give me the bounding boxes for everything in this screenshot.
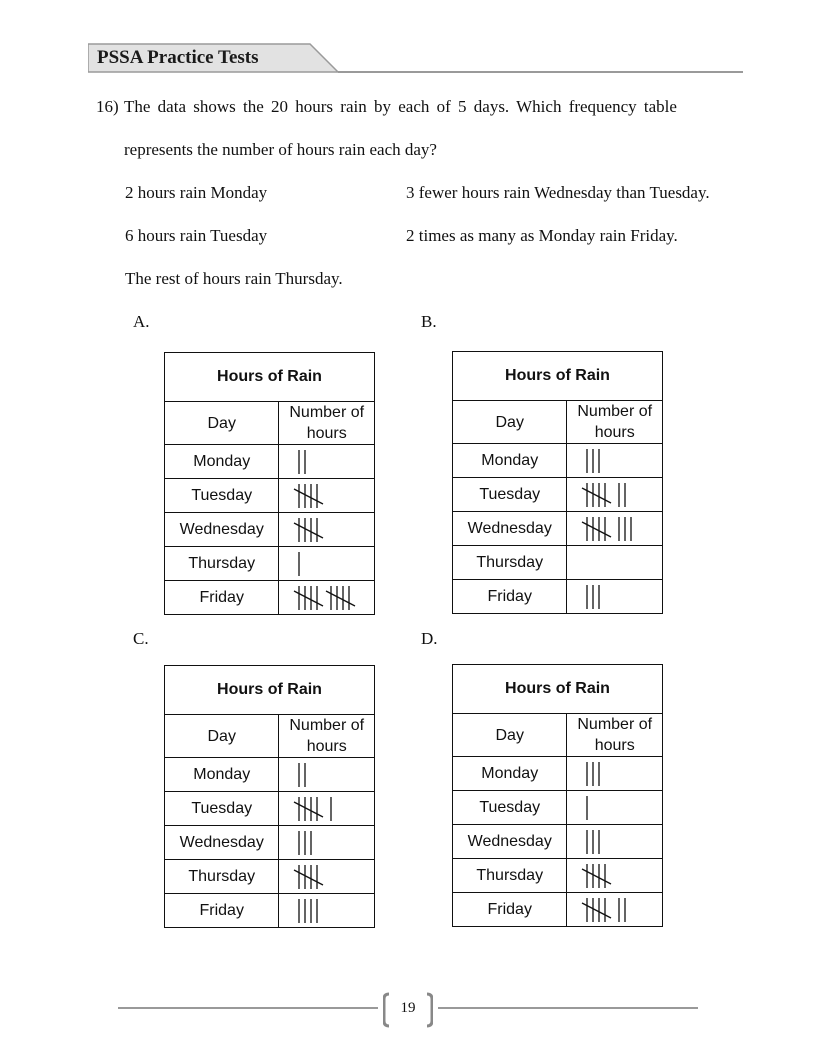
tally-cross-stroke xyxy=(582,903,611,918)
tally-cell xyxy=(279,826,375,860)
table-row xyxy=(165,581,375,615)
table-row xyxy=(165,758,375,792)
page-number xyxy=(383,992,433,1028)
fact-wednesday: 3 fewer hours rain Wednesday than Tuesday. xyxy=(406,183,710,202)
fact-tuesday: 6 hours rain Tuesday xyxy=(125,226,268,245)
tally-cell xyxy=(567,893,663,927)
option-d-label[interactable]: D. xyxy=(421,629,438,648)
table-title: Hours of Rain xyxy=(453,665,663,714)
fact-monday: 2 hours rain Monday xyxy=(125,183,268,202)
table-row xyxy=(453,580,663,614)
tally-cell xyxy=(279,860,375,894)
day-cell: Thursday xyxy=(165,860,279,894)
table-row xyxy=(165,860,375,894)
table-row xyxy=(165,826,375,860)
tally-marks xyxy=(279,758,375,792)
day-cell: Tuesday xyxy=(165,792,279,826)
tally-cell xyxy=(567,825,663,859)
tally-marks xyxy=(279,445,375,479)
tally-marks xyxy=(567,893,663,927)
frequency-table-d[interactable] xyxy=(452,664,663,927)
col-header-day: Day xyxy=(165,715,279,758)
table-row xyxy=(453,478,663,512)
table-row xyxy=(453,791,663,825)
tally-marks xyxy=(279,479,375,513)
table-row xyxy=(165,547,375,581)
tally-marks xyxy=(567,478,663,512)
tally-marks xyxy=(567,580,663,614)
table-title: Hours of Rain xyxy=(165,353,375,402)
tally-marks xyxy=(279,826,375,860)
tally-cell xyxy=(279,547,375,581)
table-row xyxy=(165,445,375,479)
fact-thursday: The rest of hours rain Thursday. xyxy=(125,269,343,288)
tally-cell xyxy=(279,758,375,792)
day-cell: Tuesday xyxy=(165,479,279,513)
day-cell: Monday xyxy=(453,444,567,478)
tally-cell xyxy=(279,792,375,826)
day-cell: Friday xyxy=(453,893,567,927)
col-header-number: Number of hours xyxy=(279,402,375,445)
page-number-text: 19 xyxy=(400,1000,416,1016)
col-header-number: Number of hours xyxy=(567,714,663,757)
frequency-table-c[interactable] xyxy=(164,665,375,928)
table-row xyxy=(165,479,375,513)
table-row xyxy=(453,859,663,893)
tally-cell xyxy=(567,444,663,478)
tally-marks xyxy=(567,791,663,825)
col-header-number: Number of hours xyxy=(279,715,375,758)
question-text-line2: represents the number of hours rain each day? xyxy=(124,140,437,159)
tally-marks xyxy=(567,859,663,893)
table-title: Hours of Rain xyxy=(165,666,375,715)
tally-cell xyxy=(567,478,663,512)
col-header-day: Day xyxy=(165,402,279,445)
tally-marks xyxy=(279,547,375,581)
tally-cell xyxy=(279,513,375,547)
tally-cross-stroke xyxy=(582,488,611,503)
tally-marks xyxy=(279,792,375,826)
footer-rule-left xyxy=(118,1007,378,1009)
day-cell: Friday xyxy=(165,894,279,928)
day-cell: Thursday xyxy=(165,547,279,581)
tally-cross-stroke xyxy=(582,522,611,537)
tally-cell xyxy=(279,894,375,928)
day-cell: Friday xyxy=(453,580,567,614)
tally-marks xyxy=(567,546,663,580)
tally-marks xyxy=(567,757,663,791)
col-header-number: Number of hours xyxy=(567,401,663,444)
day-cell: Monday xyxy=(165,445,279,479)
tally-marks xyxy=(279,894,375,928)
day-cell: Monday xyxy=(453,757,567,791)
tally-marks xyxy=(279,860,375,894)
day-cell: Tuesday xyxy=(453,791,567,825)
tally-marks xyxy=(279,513,375,547)
day-cell: Wednesday xyxy=(453,825,567,859)
tally-cell xyxy=(567,580,663,614)
tally-cell xyxy=(567,859,663,893)
day-cell: Wednesday xyxy=(453,512,567,546)
question-text-line1: The data shows the 20 hours rain by each of 5 days. Which frequency table xyxy=(124,97,677,116)
table-row xyxy=(165,894,375,928)
col-header-day: Day xyxy=(453,401,567,444)
option-a-label[interactable]: A. xyxy=(133,312,150,331)
day-cell: Wednesday xyxy=(165,513,279,547)
question-number: 16) xyxy=(96,97,119,116)
day-cell: Monday xyxy=(165,758,279,792)
footer-rule-right xyxy=(438,1007,698,1009)
fact-friday: 2 times as many as Monday rain Friday. xyxy=(406,226,678,245)
table-row xyxy=(453,546,663,580)
tally-cell xyxy=(567,757,663,791)
tally-cell xyxy=(279,479,375,513)
tally-cell xyxy=(567,546,663,580)
frequency-table-b[interactable] xyxy=(452,351,663,614)
tally-marks xyxy=(279,581,375,615)
day-cell: Tuesday xyxy=(453,478,567,512)
tally-marks xyxy=(567,512,663,546)
tally-marks xyxy=(567,825,663,859)
day-cell: Thursday xyxy=(453,546,567,580)
col-header-day: Day xyxy=(453,714,567,757)
table-row xyxy=(165,792,375,826)
page-header-title: PSSA Practice Tests xyxy=(97,47,259,68)
frequency-table-a[interactable] xyxy=(164,352,375,615)
table-row xyxy=(453,893,663,927)
day-cell: Thursday xyxy=(453,859,567,893)
tally-cell xyxy=(279,445,375,479)
table-row xyxy=(453,757,663,791)
table-row xyxy=(165,513,375,547)
tally-cross-stroke xyxy=(582,869,611,884)
day-cell: Friday xyxy=(165,581,279,615)
tally-cell xyxy=(567,791,663,825)
option-b-label[interactable]: B. xyxy=(421,312,437,331)
tally-cell xyxy=(567,512,663,546)
option-c-label[interactable]: C. xyxy=(133,629,149,648)
table-row xyxy=(453,825,663,859)
table-row xyxy=(453,512,663,546)
tally-cell xyxy=(279,581,375,615)
tally-marks xyxy=(567,444,663,478)
day-cell: Wednesday xyxy=(165,826,279,860)
table-title: Hours of Rain xyxy=(453,352,663,401)
table-row xyxy=(453,444,663,478)
